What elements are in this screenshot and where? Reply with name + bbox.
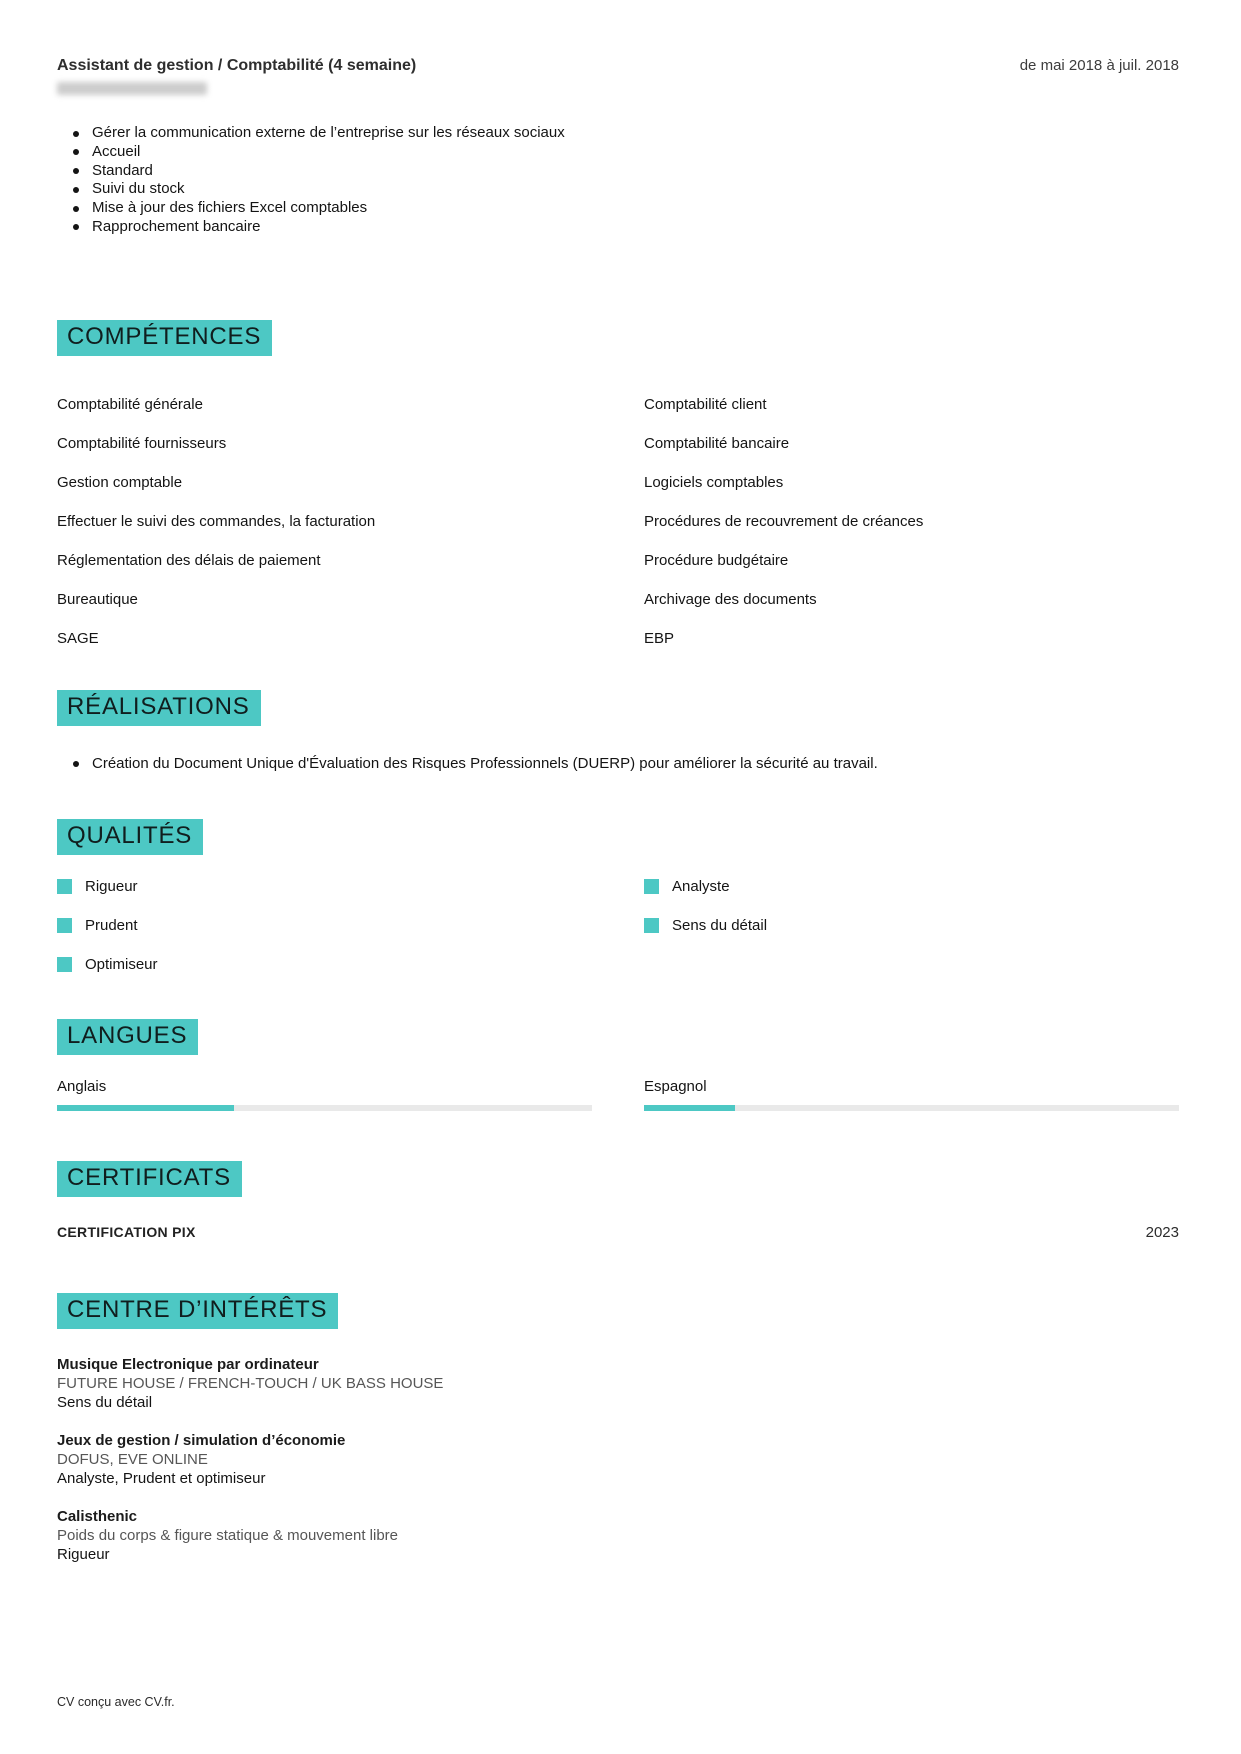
language-item [644, 1078, 1179, 1111]
qualites-right-column [644, 878, 1179, 973]
certificate-name: CERTIFICATION PIX [57, 1223, 196, 1240]
quality-item [644, 878, 1179, 895]
quality-item [57, 917, 592, 934]
interest-quality: Sens du détail [57, 1393, 153, 1411]
interest-title: Musique Electronique par ordinateur [57, 1355, 319, 1373]
competence-item: Comptabilité générale [57, 395, 203, 413]
interest-quality: Rigueur [57, 1545, 110, 1563]
competence-item: Logiciels comptables [644, 473, 784, 491]
task-item: Rapprochement bancaire [57, 218, 1179, 237]
language-name: Espagnol [644, 1077, 707, 1095]
quality-item [57, 878, 592, 895]
quality-label: Sens du détail [672, 916, 768, 934]
qualites-left-column [57, 878, 592, 973]
redacted-company-name [57, 82, 207, 95]
experience-date-range: de mai 2018 à juil. 2018 [1019, 57, 1179, 74]
task-item: Suivi du stock [57, 180, 1179, 199]
interest-block [57, 1355, 1179, 1412]
interest-detail: FUTURE HOUSE / FRENCH-TOUCH / UK BASS HOUSE [57, 1374, 444, 1392]
competence-item: Gestion comptable [57, 473, 183, 491]
quality-label: Optimiseur [85, 955, 158, 973]
competence-item: Réglementation des délais de paiement [57, 551, 321, 569]
realisations-list [57, 755, 1179, 774]
section-heading-realisations: RÉALISATIONS [57, 690, 261, 726]
quality-item [644, 917, 1179, 934]
quality-label: Prudent [85, 916, 138, 934]
language-progress-fill [57, 1105, 234, 1111]
section-heading-qualites: QUALITÉS [57, 819, 203, 855]
interest-detail: Poids du corps & figure statique & mouvement libre [57, 1526, 399, 1544]
realisation-item: Création du Document Unique d'Évaluation des Risques Professionnels (DUERP) pour améliorer la sécurité au travail. [57, 755, 1179, 774]
interest-block [57, 1431, 1179, 1488]
quality-square-icon [644, 879, 659, 894]
language-progress-fill [644, 1105, 735, 1111]
interests-list [57, 1355, 1179, 1564]
language-progress-bar [57, 1105, 592, 1111]
language-progress-bar [644, 1105, 1179, 1111]
competence-item: Effectuer le suivi des commandes, la facturation [57, 512, 376, 530]
competence-item: SAGE [57, 629, 99, 647]
task-item: Standard [57, 162, 1179, 181]
competence-item: Procédures de recouvrement de créances [644, 512, 924, 530]
section-heading-interets: CENTRE D’INTÉRÊTS [57, 1293, 338, 1329]
quality-square-icon [57, 879, 72, 894]
task-item: Mise à jour des fichiers Excel comptables [57, 199, 1179, 218]
language-item [57, 1078, 592, 1111]
section-heading-certificats: CERTIFICATS [57, 1161, 242, 1197]
section-heading-competences: COMPÉTENCES [57, 320, 272, 356]
certificate-year: 2023 [1145, 1223, 1179, 1241]
experience-header [57, 57, 1179, 75]
interest-title: Calisthenic [57, 1507, 138, 1525]
certificate-row [57, 1224, 1179, 1241]
competence-item: EBP [644, 629, 675, 647]
task-item: Gérer la communication externe de l’entreprise sur les réseaux sociaux [57, 124, 1179, 143]
quality-square-icon [644, 918, 659, 933]
quality-square-icon [57, 918, 72, 933]
footer-credit: CV conçu avec CV.fr. [57, 1695, 175, 1709]
competence-item: Comptabilité fournisseurs [57, 434, 227, 452]
job-title: Assistant de gestion / Comptabilité (4 semaine) [57, 57, 417, 74]
langues-grid [57, 1078, 1179, 1111]
competence-item: Procédure budgétaire [644, 551, 789, 569]
competence-item: Comptabilité bancaire [644, 434, 790, 452]
quality-label: Rigueur [85, 877, 138, 895]
quality-label: Analyste [672, 877, 730, 895]
task-item: Accueil [57, 143, 1179, 162]
interest-quality: Analyste, Prudent et optimiseur [57, 1469, 266, 1487]
interest-title: Jeux de gestion / simulation d’économie [57, 1431, 346, 1449]
language-name: Anglais [57, 1077, 107, 1095]
competences-right-column [644, 397, 1179, 646]
section-heading-langues: LANGUES [57, 1019, 198, 1055]
competences-grid [57, 397, 1179, 646]
competence-item: Archivage des documents [644, 590, 817, 608]
task-list [57, 124, 1179, 237]
quality-square-icon [57, 957, 72, 972]
interest-detail: DOFUS, EVE ONLINE [57, 1450, 208, 1468]
interest-block [57, 1507, 1179, 1564]
quality-item [57, 956, 592, 973]
competence-item: Bureautique [57, 590, 138, 608]
competence-item: Comptabilité client [644, 395, 767, 413]
competences-left-column [57, 397, 592, 646]
qualites-grid [57, 878, 1179, 973]
